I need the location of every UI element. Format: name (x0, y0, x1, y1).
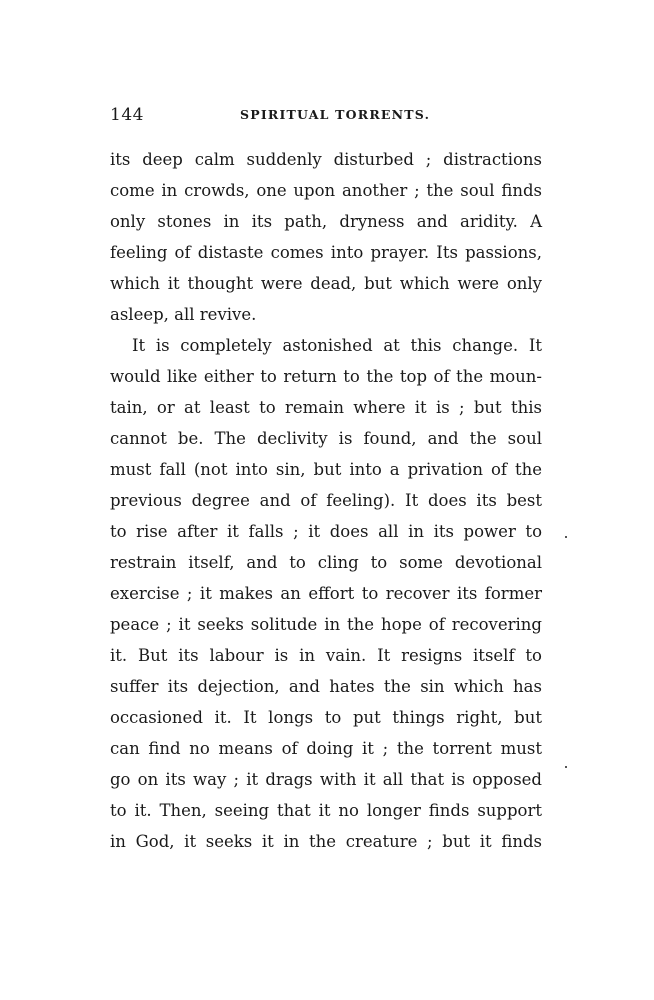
scan-speck (565, 766, 567, 768)
text-line: restrain itself, and to cling to some devotional (110, 553, 542, 572)
text-line: which it thought were dead, but which were only (110, 274, 542, 293)
scan-speck (565, 536, 567, 538)
text-line: only stones in its path, dryness and aridity. A (110, 212, 542, 231)
text-line: to it. Then, seeing that it no longer finds support (110, 801, 542, 820)
text-line: tain, or at least to remain where it is ; but this (110, 398, 542, 417)
text-line: asleep, all revive. (110, 305, 257, 324)
text-line: feeling of distaste comes into prayer. Its passions, (110, 243, 542, 262)
running-title: SPIRITUAL TORRENTS. (240, 107, 431, 122)
paragraph-start-line: It is completely astonished at this change. It (132, 336, 542, 355)
text-line: must fall (not into sin, but into a privation of the (110, 460, 542, 479)
text-line: peace ; it seeks solitude in the hope of recovering (110, 615, 542, 634)
text-line: to rise after it falls ; it does all in its power to (110, 522, 542, 541)
text-line: cannot be. The declivity is found, and the soul (110, 429, 542, 448)
text-line: would like either to return to the top of the moun- (110, 367, 542, 386)
body-text (110, 144, 542, 857)
text-line: can find no means of doing it ; the torrent must (110, 739, 542, 758)
page-number: 144 (110, 105, 144, 125)
running-head (110, 105, 542, 129)
text-line: come in crowds, one upon another ; the soul finds (110, 181, 542, 200)
text-line: occasioned it. It longs to put things right, but (110, 708, 542, 727)
text-line: its deep calm suddenly disturbed ; distractions (110, 150, 542, 169)
text-line: suffer its dejection, and hates the sin which has (110, 677, 542, 696)
text-line: in God, it seeks it in the creature ; but it finds (110, 832, 542, 851)
text-line: it. But its labour is in vain. It resigns itself to (110, 646, 542, 665)
text-line: go on its way ; it drags with it all that is opposed (110, 770, 542, 789)
text-line: previous degree and of feeling). It does its best (110, 491, 542, 510)
text-line: exercise ; it makes an effort to recover its former (110, 584, 542, 603)
